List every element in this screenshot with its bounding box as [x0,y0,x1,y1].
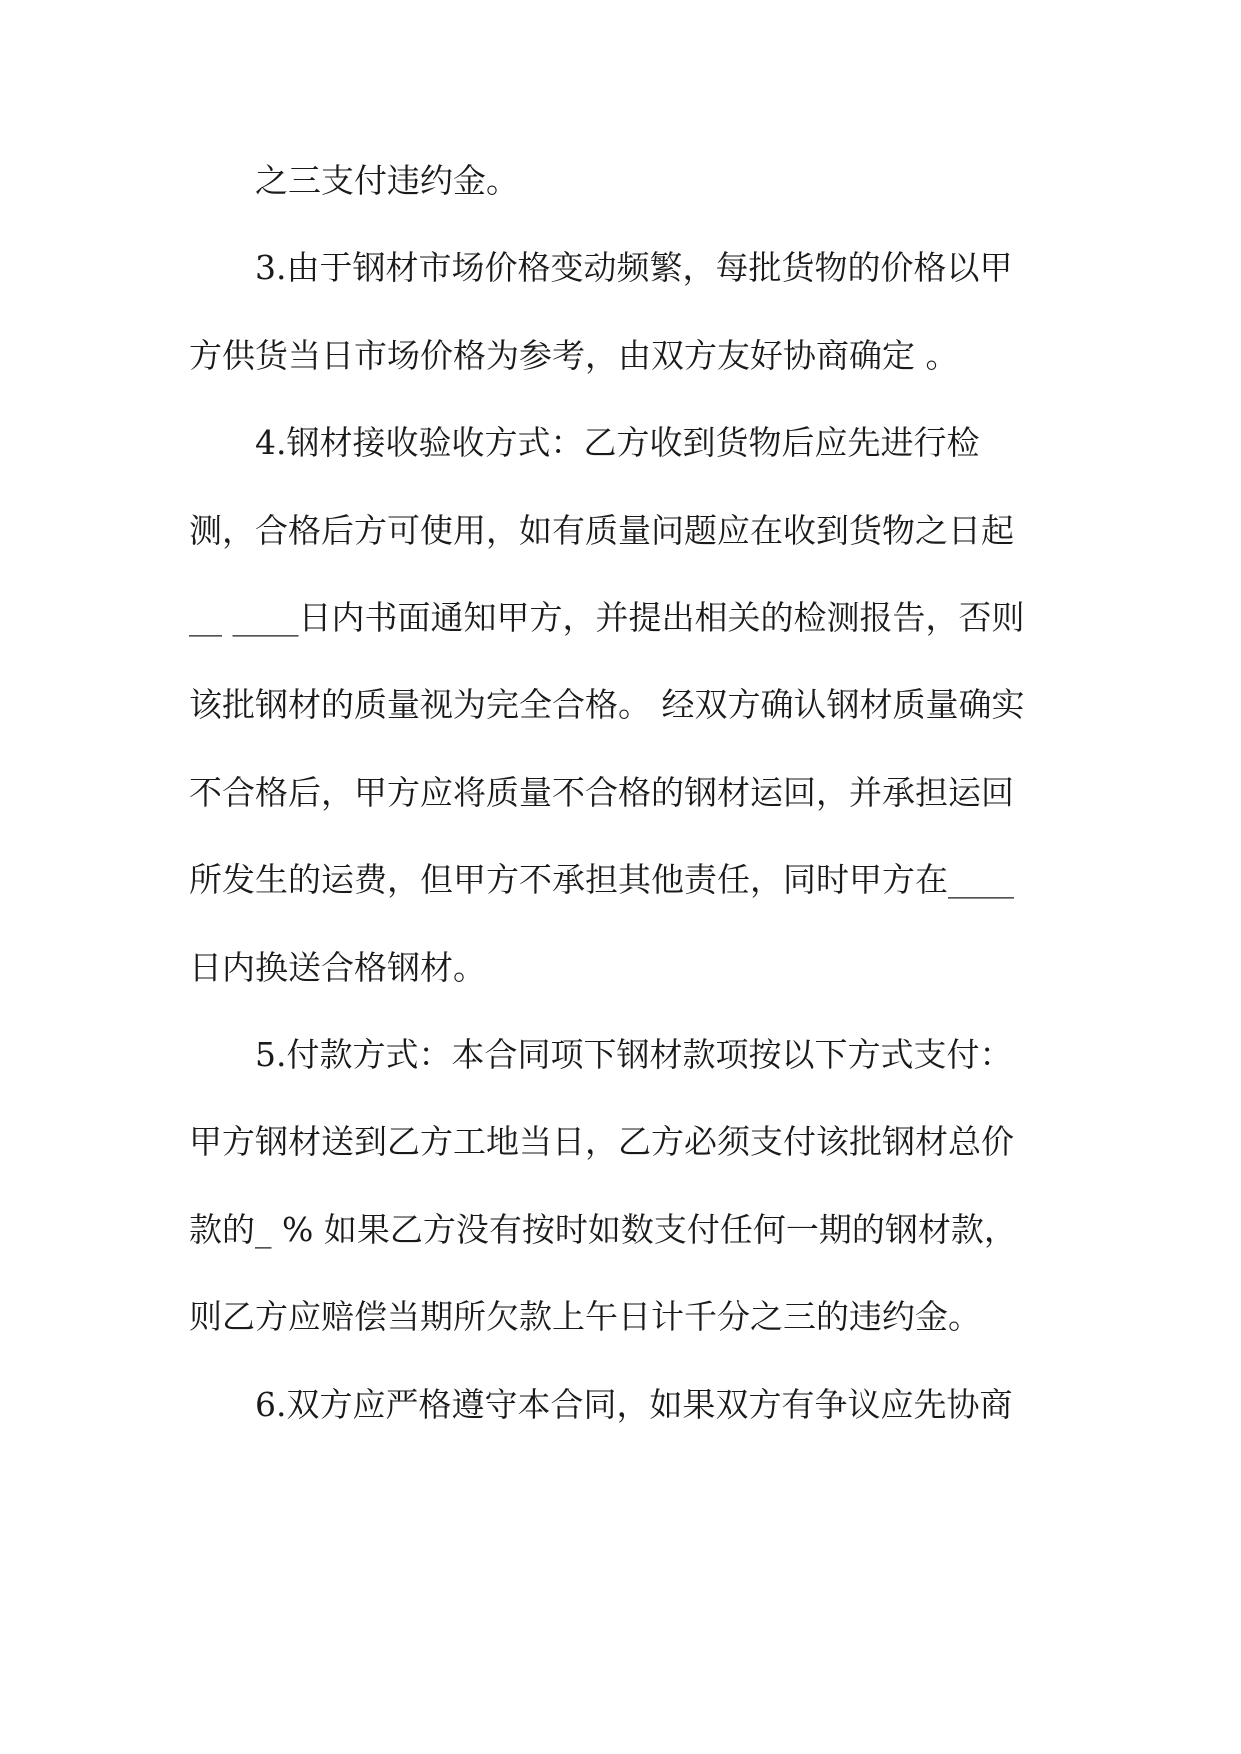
text-line-5: 测，合格后方可使用，如有质量问题应在收到货物之日起 [189,511,1014,550]
text-line-2: 3.由于钢材市场价格变动频繁，每批货物的价格以甲 [255,248,1013,287]
text-line-12: 甲方钢材送到乙方工地当日，乙方必须支付该批钢材总价 [189,1122,1014,1161]
text-line-7: 该批钢材的质量视为完全合格。 经双方确认钢材质量确实 [189,685,1025,724]
text-line-11: 5.付款方式：本合同项下钢材款项按以下方式支付： [255,1035,1013,1074]
text-line-8: 不合格后，甲方应将质量不合格的钢材运回，并承担运回 [189,773,1014,812]
text-line-1: 之三支付违约金。 [255,161,519,200]
text-line-14: 则乙方应赔偿当期所欠款上午日计千分之三的违约金。 [189,1297,981,1336]
text-line-4: 4.钢材接收验收方式：乙方收到货物后应先进行检 [255,423,980,462]
text-line-9: 所发生的运费，但甲方不承担其他责任，同时甲方在____ [189,860,1014,899]
text-line-3: 方供货当日市场价格为参考，由双方友好协商确定 。 [189,336,959,375]
text-line-15: 6.双方应严格遵守本合同，如果双方有争议应先协商 [255,1385,1013,1424]
text-line-6: __ ____日内书面通知甲方，并提出相关的检测报告，否则 [189,598,1025,637]
text-line-10: 日内换送合格钢材。 [189,948,486,987]
text-line-13: 款的_ % 如果乙方没有按时如数支付任何一期的钢材款， [189,1210,1017,1249]
